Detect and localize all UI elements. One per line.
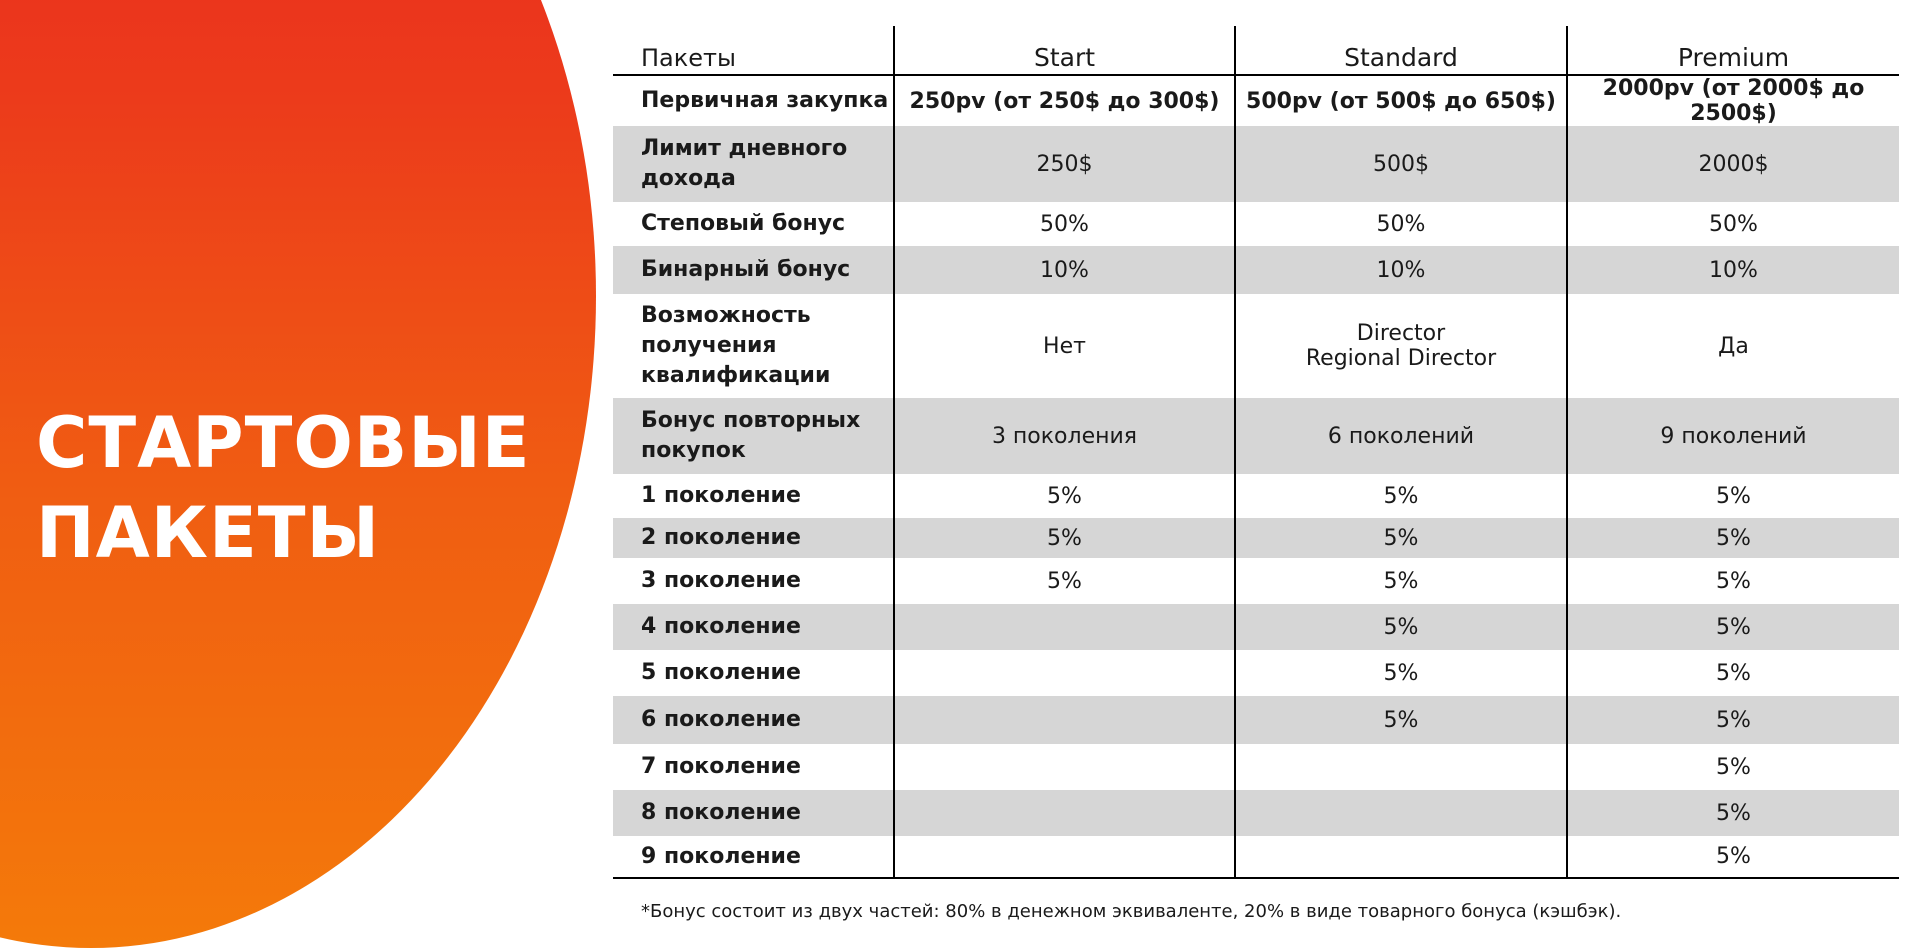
row-label: Первичная закупка bbox=[641, 88, 889, 113]
cell-start: 5% bbox=[894, 518, 1235, 558]
cell-premium: 5% bbox=[1567, 650, 1899, 696]
packages-table bbox=[613, 26, 1899, 879]
row-label: 6 поколение bbox=[613, 696, 894, 744]
row-generation-9 bbox=[613, 836, 1899, 878]
qualification-regional-director: Regional Director bbox=[1305, 346, 1497, 371]
row-label: 7 поколение bbox=[641, 754, 801, 779]
cell-standard: 50% bbox=[1235, 202, 1567, 246]
row-label: Лимит дневного дохода bbox=[613, 126, 894, 202]
row-generation-6 bbox=[613, 696, 1899, 744]
cell-premium: Да bbox=[1567, 294, 1899, 398]
row-label: Возможность получения квалификации bbox=[641, 303, 831, 388]
row-label: 1 поколение bbox=[641, 483, 801, 508]
table-header-row bbox=[613, 26, 1899, 75]
cell-start: Нет bbox=[894, 294, 1235, 398]
cell-standard: 5% bbox=[1235, 518, 1567, 558]
header-standard: Standard bbox=[1235, 26, 1567, 75]
cell-start: 250$ bbox=[894, 126, 1235, 202]
row-qualification bbox=[613, 294, 1899, 398]
page-title bbox=[36, 398, 531, 578]
cell-premium: 2000pv (от 2000$ до 2500$) bbox=[1567, 75, 1899, 126]
cell-standard: 6 поколений bbox=[1235, 398, 1567, 474]
row-generation-3 bbox=[613, 558, 1899, 604]
cell-standard: 5% bbox=[1235, 650, 1567, 696]
cell-standard: 5% bbox=[1235, 558, 1567, 604]
cell-premium: 5% bbox=[1567, 696, 1899, 744]
cell-premium: 9 поколений bbox=[1567, 398, 1899, 474]
row-label: 2 поколение bbox=[613, 518, 894, 558]
cell-start bbox=[894, 696, 1235, 744]
row-label: 4 поколение bbox=[613, 604, 894, 650]
cell-premium: 50% bbox=[1567, 202, 1899, 246]
row-repeat-bonus bbox=[613, 398, 1899, 474]
cell-standard bbox=[1235, 294, 1567, 398]
row-label: Бинарный бонус bbox=[613, 246, 894, 294]
row-label: Степовый бонус bbox=[641, 211, 846, 236]
cell-start bbox=[894, 744, 1235, 790]
cell-start bbox=[894, 790, 1235, 836]
cell-standard: 10% bbox=[1235, 246, 1567, 294]
cell-start: 250pv (от 250$ до 300$) bbox=[894, 75, 1235, 126]
header-premium: Premium bbox=[1567, 26, 1899, 75]
row-daily-limit bbox=[613, 126, 1899, 202]
cell-start bbox=[894, 650, 1235, 696]
page-title-line-1: СТАРТОВЫЕ bbox=[36, 402, 531, 484]
cell-premium: 2000$ bbox=[1567, 126, 1899, 202]
cell-standard: 5% bbox=[1235, 604, 1567, 650]
header-packages: Пакеты bbox=[613, 26, 894, 75]
cell-standard: 500$ bbox=[1235, 126, 1567, 202]
cell-premium: 5% bbox=[1567, 836, 1899, 878]
cell-standard bbox=[1235, 744, 1567, 790]
cell-premium: 10% bbox=[1567, 246, 1899, 294]
cell-start: 3 поколения bbox=[894, 398, 1235, 474]
cell-premium: 5% bbox=[1567, 474, 1899, 518]
row-binary-bonus bbox=[613, 246, 1899, 294]
row-initial-purchase bbox=[613, 75, 1899, 126]
row-label: 9 поколение bbox=[641, 843, 801, 869]
cell-start: 5% bbox=[894, 558, 1235, 604]
row-generation-5 bbox=[613, 650, 1899, 696]
row-step-bonus bbox=[613, 202, 1899, 246]
cell-standard: 5% bbox=[1235, 474, 1567, 518]
cell-standard bbox=[1235, 790, 1567, 836]
row-label: 8 поколение bbox=[613, 790, 894, 836]
cell-premium: 5% bbox=[1567, 518, 1899, 558]
cell-premium: 5% bbox=[1567, 558, 1899, 604]
row-generation-4 bbox=[613, 604, 1899, 650]
cell-start bbox=[894, 604, 1235, 650]
row-label: 5 поколение bbox=[641, 660, 801, 685]
footnote: *Бонус состоит из двух частей: 80% в денежном эквиваленте, 20% в виде товарного бонуса (кэшбэк). bbox=[641, 901, 1622, 922]
row-label: Бонус повторных покупок bbox=[613, 398, 894, 474]
cell-start: 50% bbox=[894, 202, 1235, 246]
cell-premium: 5% bbox=[1567, 744, 1899, 790]
page-title-line-2: ПАКЕТЫ bbox=[36, 492, 381, 574]
cell-start: 10% bbox=[894, 246, 1235, 294]
cell-start: 5% bbox=[894, 474, 1235, 518]
cell-premium: 5% bbox=[1567, 790, 1899, 836]
cell-standard: 500pv (от 500$ до 650$) bbox=[1235, 75, 1567, 126]
cell-premium: 5% bbox=[1567, 604, 1899, 650]
row-generation-1 bbox=[613, 474, 1899, 518]
qualification-director: Director bbox=[1356, 321, 1446, 346]
row-generation-7 bbox=[613, 744, 1899, 790]
cell-standard: 5% bbox=[1235, 696, 1567, 744]
cell-start bbox=[894, 836, 1235, 878]
row-label: 3 поколение bbox=[641, 568, 801, 593]
cell-standard bbox=[1235, 836, 1567, 878]
header-start: Start bbox=[894, 26, 1235, 75]
row-generation-8 bbox=[613, 790, 1899, 836]
row-generation-2 bbox=[613, 518, 1899, 558]
